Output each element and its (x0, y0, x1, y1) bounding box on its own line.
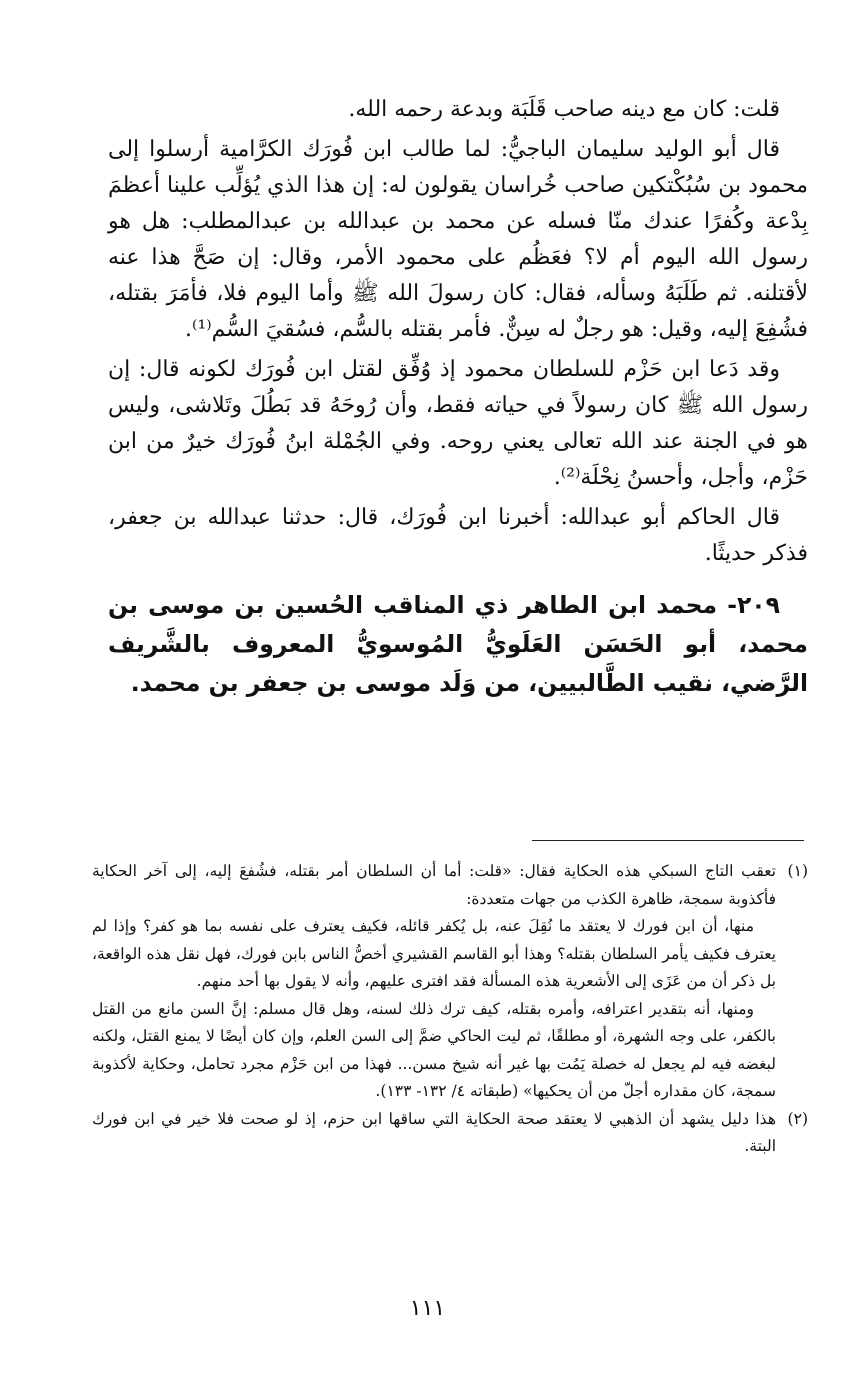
paragraph-2: قال أبو الوليد سليمان الباجيُّ: لما طالب ابن فُورَك الكرَّامية أرسلوا إلى محمود بن سُبُكْتكين صاحب خُراسان يقولون له: إن هذا الذي يُؤلِّب علينا أعظمَ بِدْعة وكُفرًا عندك منّا فسله عن محمد بن عبدالله بن عبدالمطلب: هل هو رسول الله اليوم أم لا؟ فعَظُم على محمود الأمر، وقال: إن صَحَّ هذا عنه لأقتلنه. ثم طَلَبَهُ وسأله، فقال: كان رسولَ الله ﷺ وأما اليوم فلا، فأمَرَ بقتله، فشُفِعَ إليه، وقيل: هو رجلٌ له سِنٌّ. فأمر بقتله بالسُّم، فسُقيَ السُّم⁽¹⁾. (108, 137, 808, 342)
paragraph-4: قال الحاكم أبو عبدالله: أخبرنا ابن فُورَك، قال: حدثنا عبدالله بن جعفر، فذكر حديثًا. (108, 505, 808, 566)
footnote-paragraph: منها، أن ابن فورك لا يعتقد ما نُقِلَ عنه، بل يُكفر قائله، فكيف يعترف على نفسه بما هو كفر؟ وإذا لم يعترف فكيف يأمر السلطان بقتله؟ وهذا أبو القاسم القشيري أخصُّ الناس بابن فورك، فهل نقل هذه الواقعة، بل ذكر أن من عَزَى إلى الأشعرية هذه المسألة فقد افترى عليهم، وأنه لا يقول بها أحد منهم. (92, 917, 776, 990)
footnote-paragraph: تعقب التاج السبكي هذه الحكاية فقال: «قلت: أما أن السلطان أمر بقتله، فشُفعَ إليه، إلى آخر الحكاية فأكذوبة سمجة، ظاهرة الكذب من جهات متعددة: (92, 862, 776, 908)
footnote-number: (٢) (787, 1109, 808, 1128)
footnote-separator (532, 840, 804, 841)
paragraph-1: قلت: كان مع دينه صاحب قَلَبَة وبدعة رحمه الله. (348, 97, 780, 122)
footnote-2 (92, 1106, 808, 1161)
entry-heading: ٢٠٩- محمد ابن الطاهر ذي المناقب الحُسين بن موسى بن محمد، أبو الحَسَن العَلَويُّ المُوسويُّ المعروف بالشَّريف الرَّضي، نقيب الطَّالبيين، من وَلَد موسى بن جعفر بن محمد. (108, 591, 808, 697)
footnote-paragraph: ومنها، أنه بتقدير اعترافه، وأمره بقتله، كيف ترك ذلك لسنه، وهل قال مسلم: إنَّ السن مانع من القتل بالكفر، على وجه الشهرة، أو مطلقًا، ثم ليت الحاكي ضمَّ إلى السن العلم، وإن كان أيضًا لا يمنع القتل، ولكنه لبغضه فيه لم يجعل له خصلة يَمُت بها غير أنه شيخ مسن... فهذا من ابن حَزْم مجرد تحامل، وحكاية لأكذوبة سمجة، كان مقداره أجلّ من أن يحكيها» (طبقاته ٤/ ١٣٢- ١٣٣). (92, 999, 776, 1100)
footnote-1 (92, 858, 808, 1106)
footnote-body (92, 1106, 776, 1161)
footnotes (92, 858, 808, 1161)
paragraph-3: وقد دَعا ابن حَزْم للسلطان محمود إذ وُفِّق لقتل ابن فُورَك لكونه قال: إن رسول الله ﷺ كان رسولاً في حياته فقط، وأن رُوحَهُ قد بَطُلَ وتَلاشى، وليس هو في الجنة عند الله تعالى يعني روحه. وفي الجُمْلة ابنُ فُورَك خيرٌ من ابن حَزْم، وأجل، وأحسنُ نِحْلَة⁽²⁾. (108, 357, 808, 490)
main-text (108, 92, 808, 703)
footnote-paragraph: هذا دليل يشهد أن الذهبي لا يعتقد صحة الحكاية التي ساقها ابن حزم، إذ لو صحت فلا خير في ابن فورك البتة. (92, 1109, 776, 1155)
page-number: ١١١ (409, 1296, 446, 1321)
footnote-body (92, 858, 776, 1106)
footnote-number: (١) (787, 862, 808, 880)
